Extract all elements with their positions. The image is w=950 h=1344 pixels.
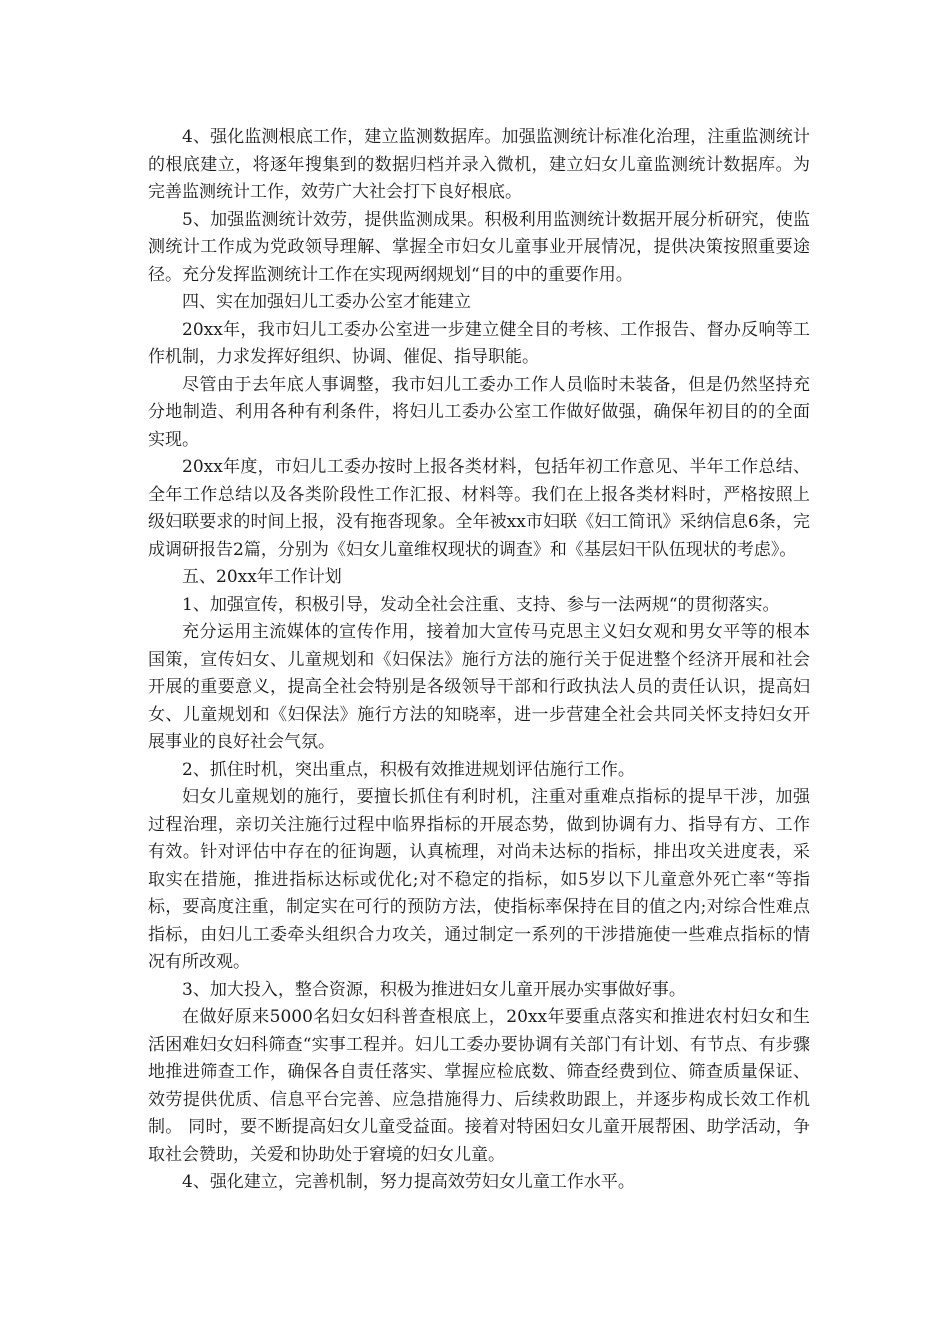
paragraph-mechanism-item: 4、强化建立，完善机制，努力提高效劳妇女儿童工作水平。 — [182, 1172, 635, 1192]
section-heading-four: 四、实在加强妇儿工委办公室才能建立 — [182, 292, 471, 312]
paragraph-evaluation-item: 2、抓住时机，突出重点，积极有效推进规划评估施行工作。 — [182, 759, 635, 780]
paragraph-media-publicity: 充分运用主流媒体的宣传作用，接着加大宣传马克思主义妇女观和男女平等的根本国策，宣传妇女、儿童规划和《妇保法》施行方法的施行关于促进整个经济开展和社会开展的重要意义，提高全社会特别是各级领导干部和行政执法人员的责任认识，提高妇女、儿童规划和《妇保法》施行方法的知晓率，进一步营建全社会共同关怀支持妇女开展事业的良好社会气氛。 — [148, 622, 810, 752]
paragraph-indicator-control: 妇女儿童规划的施行，要擅长抓住有利时机，注重对重难点指标的提早干涉，加强过程治理，亲切关注施行过程中临界指标的开展态势，做到协调有力、指导有方、工作有效。针对评估中存在的征询题，认真梳理，对尚未达标的指标，排出攻关进度表，采取实在措施，推进指标达标或优化;对不稳定的指标，如5岁以下儿童意外死亡率“等指标，要高度注重，制定实在可行的预防方法，使指标率保持在目的值之内;对综合性难点指标，由妇儿工委牵头组织合力攻关，通过制定一系列的干涉措施使一些难点指标的情况有所改观。 — [148, 787, 810, 972]
paragraph-office-mechanism: 20xx年，我市妇儿工委办公室进一步建立健全目的考核、工作报告、督办反响等工作机制，力求发挥好组织、协调、催促、指导职能。 — [148, 319, 810, 367]
section-heading-five: 五、20xx年工作计划 — [182, 567, 342, 587]
paragraph-investment-item: 3、加大投入，整合资源，积极为推进妇女儿童开展办实事做好事。 — [182, 979, 686, 1000]
paragraph-screening-project: 在做好原来5000名妇女妇科普查根底上，20xx年要重点落实和推进农村妇女和生活困难妇女妇科筛查“实事工程并。妇儿工委办要协调有关部门有计划、有节点、有步骤地推进筛查工作，确保各自责任落实、掌握应检底数、筛查经费到位、筛查质量保证、效劳提供优质、信息平台完善、应急措施得力、后续救助跟上，并逐步构成长效工作机制。 同时，要不断提高妇女儿童受益面。接着对特困妇女儿童开展帮困、助学活动，争取社会赞助，关爱和协助处于窘境的妇女儿童。 — [148, 1007, 810, 1165]
document-body — [148, 124, 810, 1197]
paragraph-annual-reporting: 20xx年度，市妇儿工委办按时上报各类材料，包括年初工作意见、半年工作总结、全年工作总结以及各类阶段性工作汇报、材料等。我们在上报各类材料时，严格按照上级妇联要求的时间上报，没有拖沓现象。全年被xx市妇联《妇工简讯》采纳信息6条，完成调研报告2篇，分别为《妇女儿童维权现状的调查》和《基层妇干队伍现状的考虑》。 — [148, 457, 810, 560]
paragraph-publicity-item: 1、加强宣传，积极引导，发动全社会注重、支持、参与一法两规“的贯彻落实。 — [182, 594, 780, 615]
paragraph-monitoring-database: 4、强化监测根底工作，建立监测数据库。加强监测统计标准化治理，注重监测统计的根底建立，将逐年搜集到的数据归档并录入微机，建立妇女儿童监测统计数据库。为完善监测统计工作，效劳广大社会打下良好根底。 — [148, 127, 810, 202]
paragraph-monitoring-service: 5、加强监测统计效劳，提供监测成果。积极利用监测统计数据开展分析研究，使监测统计工作成为党政领导理解、掌握全市妇女儿童事业开展情况，提供决策按照重要途径。充分发挥监测统计工作在实现两纲规划“目的中的重要作用。 — [148, 209, 810, 285]
paragraph-personnel-adjustment: 尽管由于去年底人事调整，我市妇儿工委办工作人员临时未装备，但是仍然坚持充分地制造、利用各种有利条件，将妇儿工委办公室工作做好做强，确保年初目的的全面实现。 — [148, 374, 810, 450]
